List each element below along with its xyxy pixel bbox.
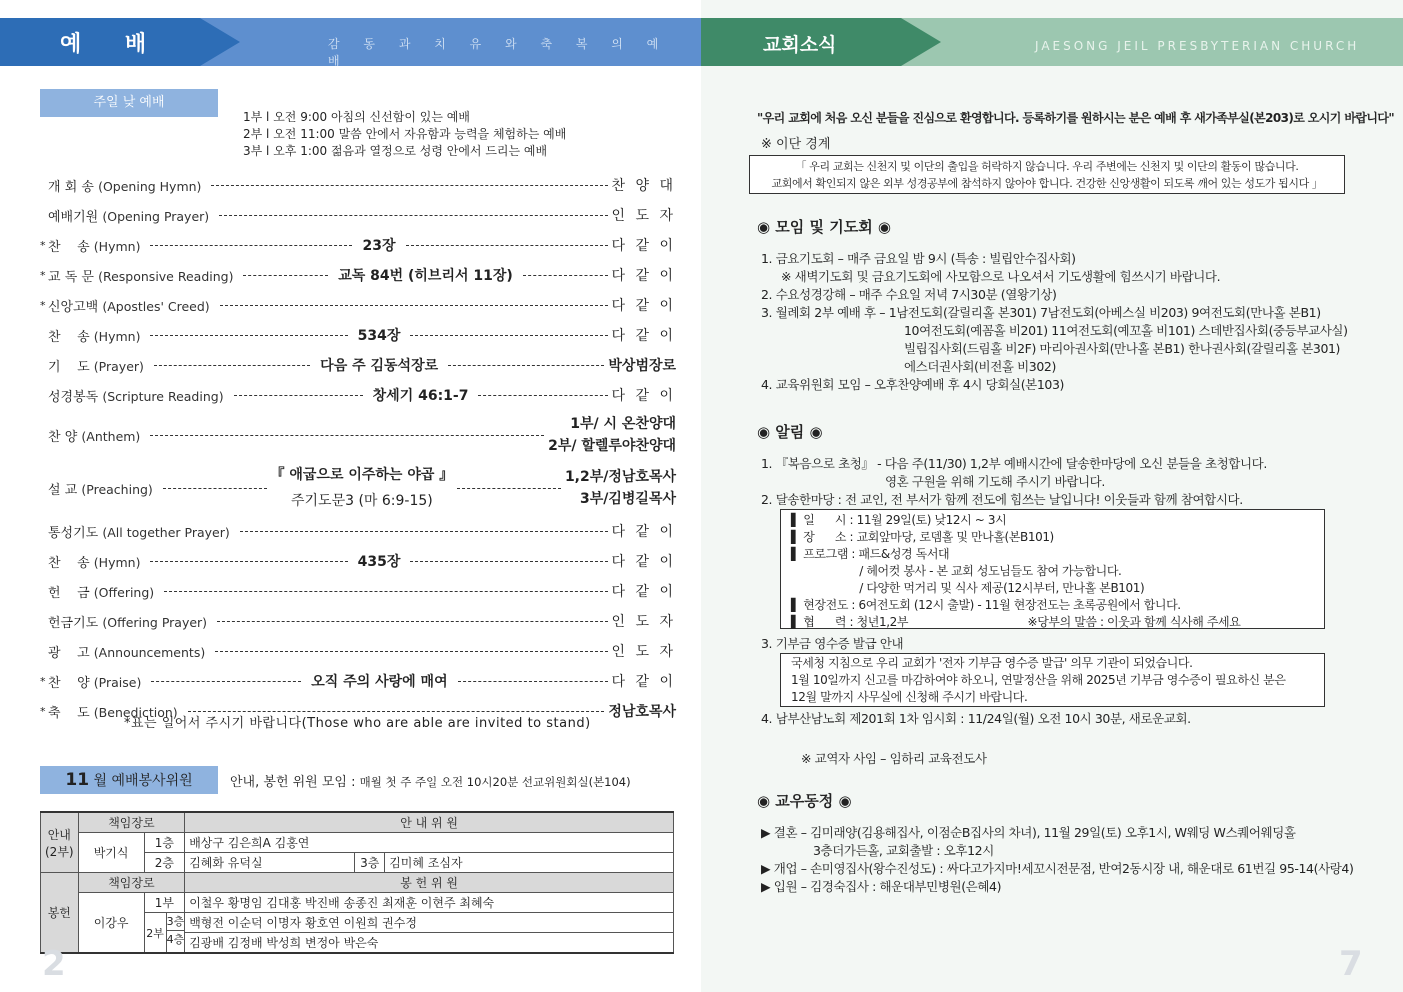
list-item: 1. 『복음으로 초청』 - 다음 주(11/30) 1,2부 예배시간에 달송한마당에 오신 분들을 초청합니다. [761, 456, 1267, 471]
order-row [40, 576, 676, 606]
sermon-title: 『 애굽으로 이주하는 야곱 』 주기도문3 (마 6:9-15) [270, 467, 454, 509]
leader-dots [523, 275, 608, 276]
order-row [40, 516, 676, 546]
list-item: ※ 새벽기도회 및 금요기도회에 사모함으로 나오셔서 기도생활에 힘쓰시기 바랍니다. [781, 269, 1221, 284]
order-item-name: 통성기도 (All together Prayer) [48, 524, 230, 541]
meetings-heading: ◉ 모임 및 기도회 ◉ [757, 218, 892, 236]
leader-dots [478, 395, 607, 396]
order-item-leader: 다 같 이 [611, 328, 676, 344]
order-item-name: 기 도 (Prayer) [48, 358, 144, 375]
order-item-leader: 찬 양 대 [611, 178, 676, 194]
anthem-choirs: 1부/ 시 온찬양대 2부/ 할렐루야찬양대 [548, 416, 676, 454]
order-item-name: 개 회 송 (Opening Hymn) [48, 178, 202, 195]
heresy-warning-title: ※ 이단 경계 [761, 137, 831, 152]
order-item-name: 광 고 (Announcements) [48, 644, 206, 661]
order-item-leader: 박상범장로 [608, 358, 677, 374]
receipt-box: 국세청 지침으로 우리 교회가 '전자 기부금 영수증 발급' 의무 기관이 되었습니다. 1월 10일까지 신고를 마감하여야 하오니, 연말정산을 위해 2025년 기부금 영수증이 필요하신 분은 12월 말까지 사무실에 신청해 주시기 바랍니다. [780, 653, 1325, 707]
leader-dots [448, 365, 604, 366]
order-item-leader: 다 같 이 [611, 298, 676, 314]
order-row [40, 230, 676, 260]
leader-dots [215, 651, 607, 652]
worship-title: 예 배 [60, 32, 165, 57]
news-title: 교회소식 [763, 34, 837, 56]
guide-header: 안 내 위 원 [185, 812, 674, 833]
leader-dots [243, 275, 328, 276]
order-row [40, 170, 676, 200]
news-header [701, 18, 1403, 66]
stand-mark: * [40, 268, 46, 282]
elder-header: 책임장로 [78, 873, 185, 893]
guide-floor: 2층 [144, 853, 185, 873]
leader-dots [220, 305, 608, 306]
order-row-sermon: 설 교 (Preaching) 『 애굽으로 이주하는 야곱 』 주기도문3 (마 6:9-15) 1,2부/정남호목사 3부/김병길목사 [40, 460, 676, 516]
offering-names: 김광배 김정배 박성희 변정아 박은숙 [185, 933, 674, 954]
order-item-leader: 인 도 자 [611, 208, 676, 224]
order-item-leader: 인 도 자 [611, 644, 676, 660]
leader-dots [240, 531, 608, 532]
leader-dots [150, 435, 544, 436]
worship-header [0, 18, 701, 66]
service-label: 주일 낮 예배 [40, 89, 218, 117]
stand-mark: * [40, 674, 46, 688]
list-item: 영혼 구원을 위해 기도해 주시기 바랍니다. [885, 474, 1105, 489]
leader-dots [150, 245, 352, 246]
order-row [40, 380, 676, 410]
volunteer-table [40, 811, 674, 954]
receipt-title: 3. 기부금 영수증 발급 안내 [761, 636, 904, 651]
order-item-detail: 23장 [362, 238, 396, 254]
order-item-name: 찬 송 (Hymn) [48, 554, 141, 571]
stand-mark: * [40, 704, 46, 718]
stand-mark: * [40, 298, 46, 312]
notices-list [761, 455, 1267, 509]
list-item: 3층더가든홀, 교회출발 : 오후12시 [813, 843, 994, 858]
order-item-name: 찬 양 (Praise) [48, 674, 142, 691]
guide-names: 김혜화 유덕실 [185, 853, 355, 873]
committee-meeting-note: 안내, 봉헌 위원 모임 : 매월 첫 주 주일 오전 10시20분 선교위원회실(본104) [230, 775, 631, 790]
welcome-message: "우리 교회에 처음 오신 분들을 진심으로 환영합니다. 등록하기를 원하시는 분은 예배 후 새가족부실(본203)로 오시기 바랍니다" [757, 111, 1394, 125]
service-times [243, 109, 566, 160]
left-page [0, 0, 701, 992]
order-item-leader: 다 같 이 [611, 238, 677, 254]
right-page [701, 0, 1403, 992]
stand-mark: * [40, 238, 46, 252]
meetings-list [761, 250, 1348, 394]
order-item-leader: 인 도 자 [611, 614, 676, 630]
leader-dots [406, 245, 608, 246]
order-item-detail: 교독 84번 (히브리서 11장) [338, 268, 513, 284]
service-time-2: 2부 l 오전 11:00 말씀 안에서 자유함과 능력을 체험하는 예배 [243, 127, 567, 141]
offering-names: 백형전 이순덕 이명자 황호연 이원희 권수정 [185, 913, 674, 933]
order-item-name: 축 도 (Benediction) [48, 704, 178, 721]
page-number: 2 [42, 944, 66, 984]
leader-dots [150, 335, 347, 336]
order-item-leader: 다 같 이 [611, 268, 676, 284]
order-item-leader: 다 같 이 [611, 584, 676, 600]
order-item-leader: 다 같 이 [611, 524, 676, 540]
presbytery-notice: 4. 남부산남노회 제201회 1차 임시회 : 11/24일(월) 오전 10시 30분, 새로운교회. [761, 711, 1191, 726]
leader-dots [154, 365, 310, 366]
list-item: 2. 달송한마당 : 전 교인, 전 부서가 함께 전도에 힘쓰는 날입니다! 이웃들과 함께 참여합시다. [761, 492, 1243, 507]
staff-resignation: ※ 교역자 사임 – 임하리 교육전도사 [801, 751, 987, 766]
order-item-detail: 오직 주의 사랑에 매여 [311, 674, 448, 690]
leader-dots [457, 488, 561, 489]
event-info-box: ▌ 일 시 : 11월 29일(토) 낮12시 ~ 3시 ▌ 장 소 : 교회앞마당, 로뎀홀 및 만나홀(본B101) ▌ 프로그램 : 패드&성경 독서대 / 헤어컷 봉사 - 본 교회 성도님들도 참여 가능합니다. / 다양한 먹거리 및 식사 제공(12시부터, 만나홀 본B101) ▌ 현장전도 : 6여전도회 (12시 출발) - 11월 현장전도는 초록공원에서 합니다. ▌ 협 력 : 청년1,2부 ※당부의 말씀 : 이웃과 함께 식사해 주세요 [780, 509, 1325, 629]
order-row [40, 546, 676, 576]
order-item-detail: 창세기 46:1-7 [372, 388, 469, 404]
order-row [40, 606, 676, 636]
list-item: 빌립집사회(드림홀 비2F) 마리아권사회(만나홀 본B1) 한나권사회(갈릴리홀 본301) [904, 341, 1341, 356]
list-item: 에스더권사회(비전홀 비302) [904, 359, 1056, 374]
order-item-leader: 다 같 이 [611, 388, 677, 404]
order-item-name: 교 독 문 (Responsive Reading) [48, 268, 234, 285]
leader-dots [410, 561, 607, 562]
list-item: 3. 월례회 2부 예배 후 – 1남전도회(갈릴리홀 본301) 7남전도회(아베스실 비203) 9여전도회(만나홀 본B1) [761, 305, 1321, 320]
leader-dots [151, 681, 301, 682]
offering-elder: 이강우 [78, 893, 144, 954]
offering-header: 봉 헌 위 원 [185, 873, 674, 893]
worship-subtitle: 감 동 과 치 유 와 축 복 의 예 배 [328, 37, 669, 66]
offering-names: 이철우 황명임 김대홍 박진배 송종진 최재훈 이현주 최혜숙 [185, 893, 674, 913]
order-row-anthem: 찬 양 (Anthem) 1부/ 시 온찬양대 2부/ 할렐루야찬양대 [40, 410, 676, 460]
offering-part-2: 2부 3층 4층 [144, 913, 185, 954]
order-item-name: 찬 송 (Hymn) [48, 328, 141, 345]
offering-group-cell: 봉헌 [41, 873, 79, 954]
member-news-heading: ◉ 교우동정 ◉ [757, 792, 852, 810]
order-item-detail: 534장 [357, 328, 401, 344]
guide-names: 배상구 김은희A 김홍연 [185, 833, 674, 853]
list-item: ▶ 입원 – 김경숙집사 : 해운대부민병원(은혜4) [761, 879, 1002, 894]
order-item-detail: 435장 [357, 554, 401, 570]
order-row [40, 320, 676, 350]
leader-dots [164, 591, 607, 592]
order-row [40, 350, 676, 380]
guide-names: 김미혜 조심자 [385, 853, 674, 873]
order-row [40, 260, 676, 290]
heresy-warning-box: 「 우리 교회는 신천지 및 이단의 출입을 허락하지 않습니다. 우리 주변에는 신천지 및 이단의 활동이 많습니다. 교회에서 확인되지 않은 외부 성경공부에 참석하지 않아야 합니다. 건강한 신앙생활이 되도록 깨어 있는 성도가 됩시다 」 [749, 155, 1345, 194]
service-time-1: 1부 l 오전 9:00 아침의 신선함이 있는 예배 [243, 110, 470, 124]
list-item: 1. 금요기도회 – 매주 금요일 밤 9시 (특송 : 빌립안수집사회) [761, 251, 1076, 266]
offering-part: 1부 [144, 893, 185, 913]
order-item-name: 신앙고백 (Apostles' Creed) [48, 298, 210, 315]
month-committee-label: 11 월 예배봉사위원 [40, 766, 218, 794]
list-item: ▶ 결혼 – 김미래양(김용해집사, 이점순B집사의 차녀), 11월 29일(토) 오후1시, W웨딩 W스퀘어웨딩홀 [761, 825, 1296, 840]
guide-floor: 3층 [355, 853, 385, 873]
order-item-name: 헌금기도 (Offering Prayer) [48, 614, 208, 631]
list-item: 4. 교육위원회 모임 – 오후찬양예배 후 4시 당회실(본103) [761, 377, 1064, 392]
leader-dots [234, 395, 363, 396]
guide-group-cell: 안내 (2부) [41, 812, 79, 873]
order-row [40, 200, 676, 230]
order-item-name: 예배기원 (Opening Prayer) [48, 208, 210, 225]
service-time-3: 3부 l 오후 1:00 젊음과 열정으로 성령 안에서 드리는 예배 [243, 144, 548, 158]
notices-heading: ◉ 알림 ◉ [757, 423, 823, 441]
leader-dots [458, 681, 608, 682]
order-row [40, 666, 676, 696]
leader-dots [150, 561, 347, 562]
leader-dots [219, 215, 607, 216]
leader-dots [211, 185, 607, 186]
church-name: JAESONG JEIL PRESBYTERIAN CHURCH [1035, 39, 1360, 53]
leader-dots [163, 488, 267, 489]
guide-floor: 1층 [144, 833, 185, 853]
order-row [40, 636, 676, 666]
order-of-service [40, 170, 676, 726]
order-row [40, 290, 676, 320]
order-item-leader: 정남호목사 [608, 704, 676, 720]
elder-header: 책임장로 [78, 812, 185, 833]
order-item-name: 성경봉독 (Scripture Reading) [48, 388, 224, 405]
page-number: 7 [1339, 944, 1363, 984]
list-item: 10여전도회(예꼼홀 비201) 11여전도회(예꼬홀 비101) 스데반집사회(중등부교사실) [904, 323, 1348, 338]
guide-elder: 박기식 [78, 833, 144, 873]
order-item-detail: 다음 주 김동석장로 [320, 358, 439, 374]
order-item-name: 헌 금 (Offering) [48, 584, 155, 601]
leader-dots [217, 621, 607, 622]
list-item: 2. 수요성경강해 – 매주 수요일 저녁 7시30분 (열왕기상) [761, 287, 1057, 302]
list-item: ▶ 개업 – 손미영집사(왕수진성도) : 싸다고가지마!세꼬시전문점, 반여2동시장 내, 해운대로 61번길 95-14(사랑4) [761, 861, 1354, 876]
leader-dots [410, 335, 607, 336]
order-item-name: 찬 송 (Hymn) [48, 238, 141, 255]
stand-note: *표는 일어서 주시기 바랍니다(Those who are able are invited to stand) [124, 716, 591, 731]
member-news-list [761, 824, 1353, 896]
order-item-leader: 다 같 이 [611, 554, 676, 570]
sermon-preachers: 1,2부/정남호목사 3부/김병길목사 [564, 469, 676, 507]
order-item-leader: 다 같 이 [611, 674, 677, 690]
